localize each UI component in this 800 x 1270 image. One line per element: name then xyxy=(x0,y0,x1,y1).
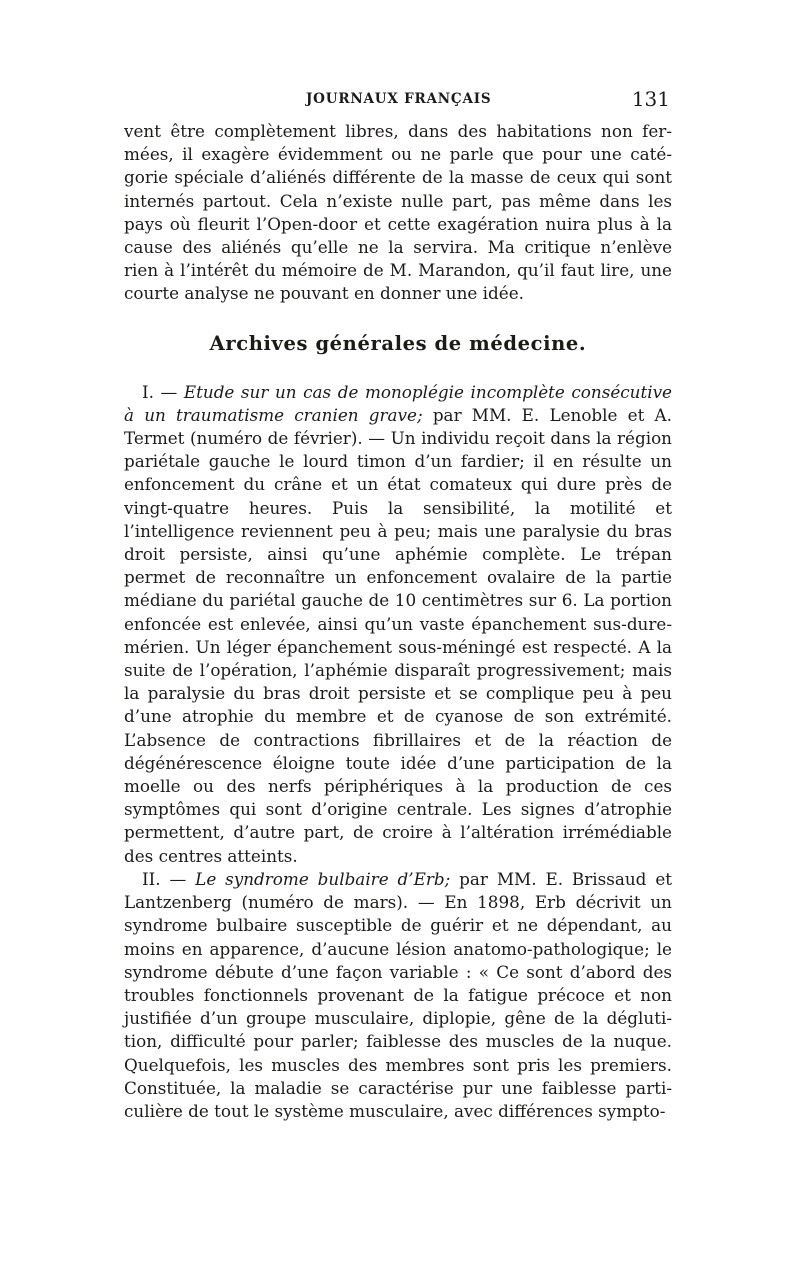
article-2-paragraph xyxy=(124,868,672,1123)
article-1-number: I. — xyxy=(142,381,184,402)
intro-paragraph: vent être complètement libres, dans des habitations non fermées, il exagère évidemment ou ne parle que pour une catégorie spéciale d’aliénés différente de la masse de ceux qui sont internés partout. Cela n’existe nulle part, pas même dans les pays où fleurit l’Open-door et cette exagération nuira plus à la cause des aliénés qu’elle ne la servira. Ma critique n’enlève rien à l’intérêt du mémoire de M. Marandon, qu’il faut lire, une courte analyse ne pouvant en donner une idée. xyxy=(124,121,672,304)
running-title: JOURNAUX FRANÇAIS xyxy=(306,91,492,107)
section-heading: Archives générales de médecine. xyxy=(209,331,587,355)
book-page xyxy=(124,88,672,1123)
article-2-number: II. — xyxy=(142,868,196,889)
article-1-title: Etude sur un cas de monoplégie incomplète consécutive à un traumatisme cranien grave; xyxy=(124,381,672,425)
article-1-paragraph xyxy=(124,381,672,868)
running-head xyxy=(124,88,672,120)
article-1-body: par MM. E. Lenoble et A. Termet (numéro de février). — Un individu reçoit dans la région pariétale gauche le lourd timon d’un fardier; il en résulte un enfoncement du crâne et un état comateux qui dure près de vingt-quatre heures. Puis la sensibilité, la motilité et l’intelligence reviennent peu à peu; mais une paralysie du bras droit persiste, ainsi qu’une aphémie complète. Le trépan permet de reconnaître un enfoncement ovalaire de la partie médiane du pariétal gauche de 10 centimètres sur 6. La portion enfoncée est enlevée, ainsi qu’un vaste épanchement sus-dure-mérien. Un léger épanchement sous-méningé est respecté. A la suite de l’opération, l’aphémie disparaît progressivement; mais la paralysie du bras droit persiste et se complique peu à peu d’une atrophie du membre et de cyanose de son extrémité. L’absence de contractions fibrillaires et de la réaction de dégénérescence éloigne toute idée d’une participation de la moelle ou des nerfs périphériques à la production de ces symptômes qui sont d’origine centrale. Les signes d’atrophie permettent, d’autre part, de croire à l’altération irrémédiable des centres atteints. xyxy=(124,404,672,866)
article-2-title: Le syndrome bulbaire d’Erb; xyxy=(195,868,451,889)
page-number: 131 xyxy=(631,87,670,111)
article-2-body: par MM. E. Brissaud et Lantzenberg (numéro de mars). — En 1898, Erb décrivit un syndrome bulbaire susceptible de guérir et ne dépendant, au moins en apparence, d’aucune lésion anatomo-pathologique; le syndrome débute d’une façon variable : « Ce sont d’abord des troubles fonctionnels provenant de la fatigue précoce et non justifiée d’un groupe musculaire, diplopie, gêne de la déglutition, difficulté pour parler; faiblesse des muscles de la nuque. Quelquefois, les muscles des membres sont pris les premiers. Constituée, la maladie se caractérise pur une faiblesse particulière de tout le système musculaire, avec différences sympto- xyxy=(124,868,672,1121)
